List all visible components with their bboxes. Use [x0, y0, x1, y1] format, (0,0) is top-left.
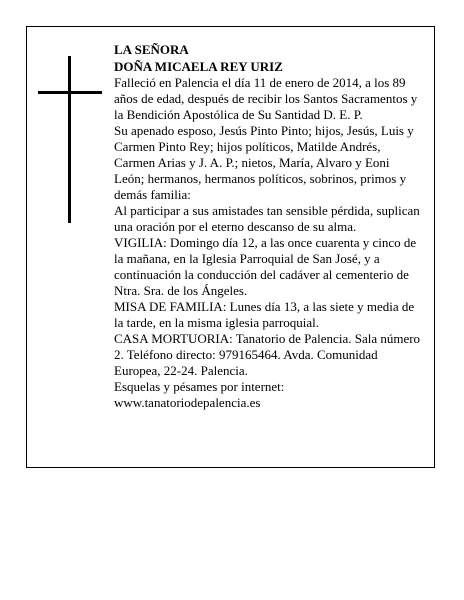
notice-title-honorific: LA SEÑORA [114, 42, 189, 57]
obituary-notice [26, 26, 435, 468]
notice-title-name: DOÑA MICAELA REY URIZ [114, 59, 283, 74]
notice-paragraph-family: Su apenado esposo, Jesús Pinto Pinto; hijos, Jesús, Luis y Carmen Pinto Rey; hijos políticos, Matilde Andrés, Carmen Arias y J. A. P.; nietos, María, Alvaro y Eoni León; hermanos, hermanos políticos, sobrinos, primos y demás familia: [114, 123, 414, 202]
cross-vertical-bar [68, 56, 71, 223]
notice-paragraph-internet: Esquelas y pésames por internet: www.tanatoriodepalencia.es [114, 379, 285, 410]
notice-text [114, 41, 422, 411]
notice-paragraph-death: Falleció en Palencia el día 11 de enero de 2014, a los 89 años de edad, después de recibir los Santos Sacramentos y la Bendición Apostólica de Su Santidad D. E. P. [114, 75, 418, 122]
notice-paragraph-request: Al participar a sus amistades tan sensible pérdida, suplican una oración por el eterno descanso de su alma. [114, 203, 420, 234]
cross-horizontal-bar [38, 91, 102, 94]
notice-paragraph-mass: MISA DE FAMILIA: Lunes día 13, a las siete y media de la tarde, en la misma iglesia parroquial. [114, 299, 415, 330]
notice-paragraph-funeral-home: CASA MORTUORIA: Tanatorio de Palencia. Sala número 2. Teléfono directo: 979165464. Avda. Comunidad Europea, 22-24. Palencia. [114, 331, 421, 378]
notice-paragraph-vigil: VIGILIA: Domingo día 12, a las once cuarenta y cinco de la mañana, en la Iglesia Parroquial de San José, y a continuación la conducción del cadáver al cementerio de Ntra. Sra. de los Ángeles. [114, 235, 417, 298]
